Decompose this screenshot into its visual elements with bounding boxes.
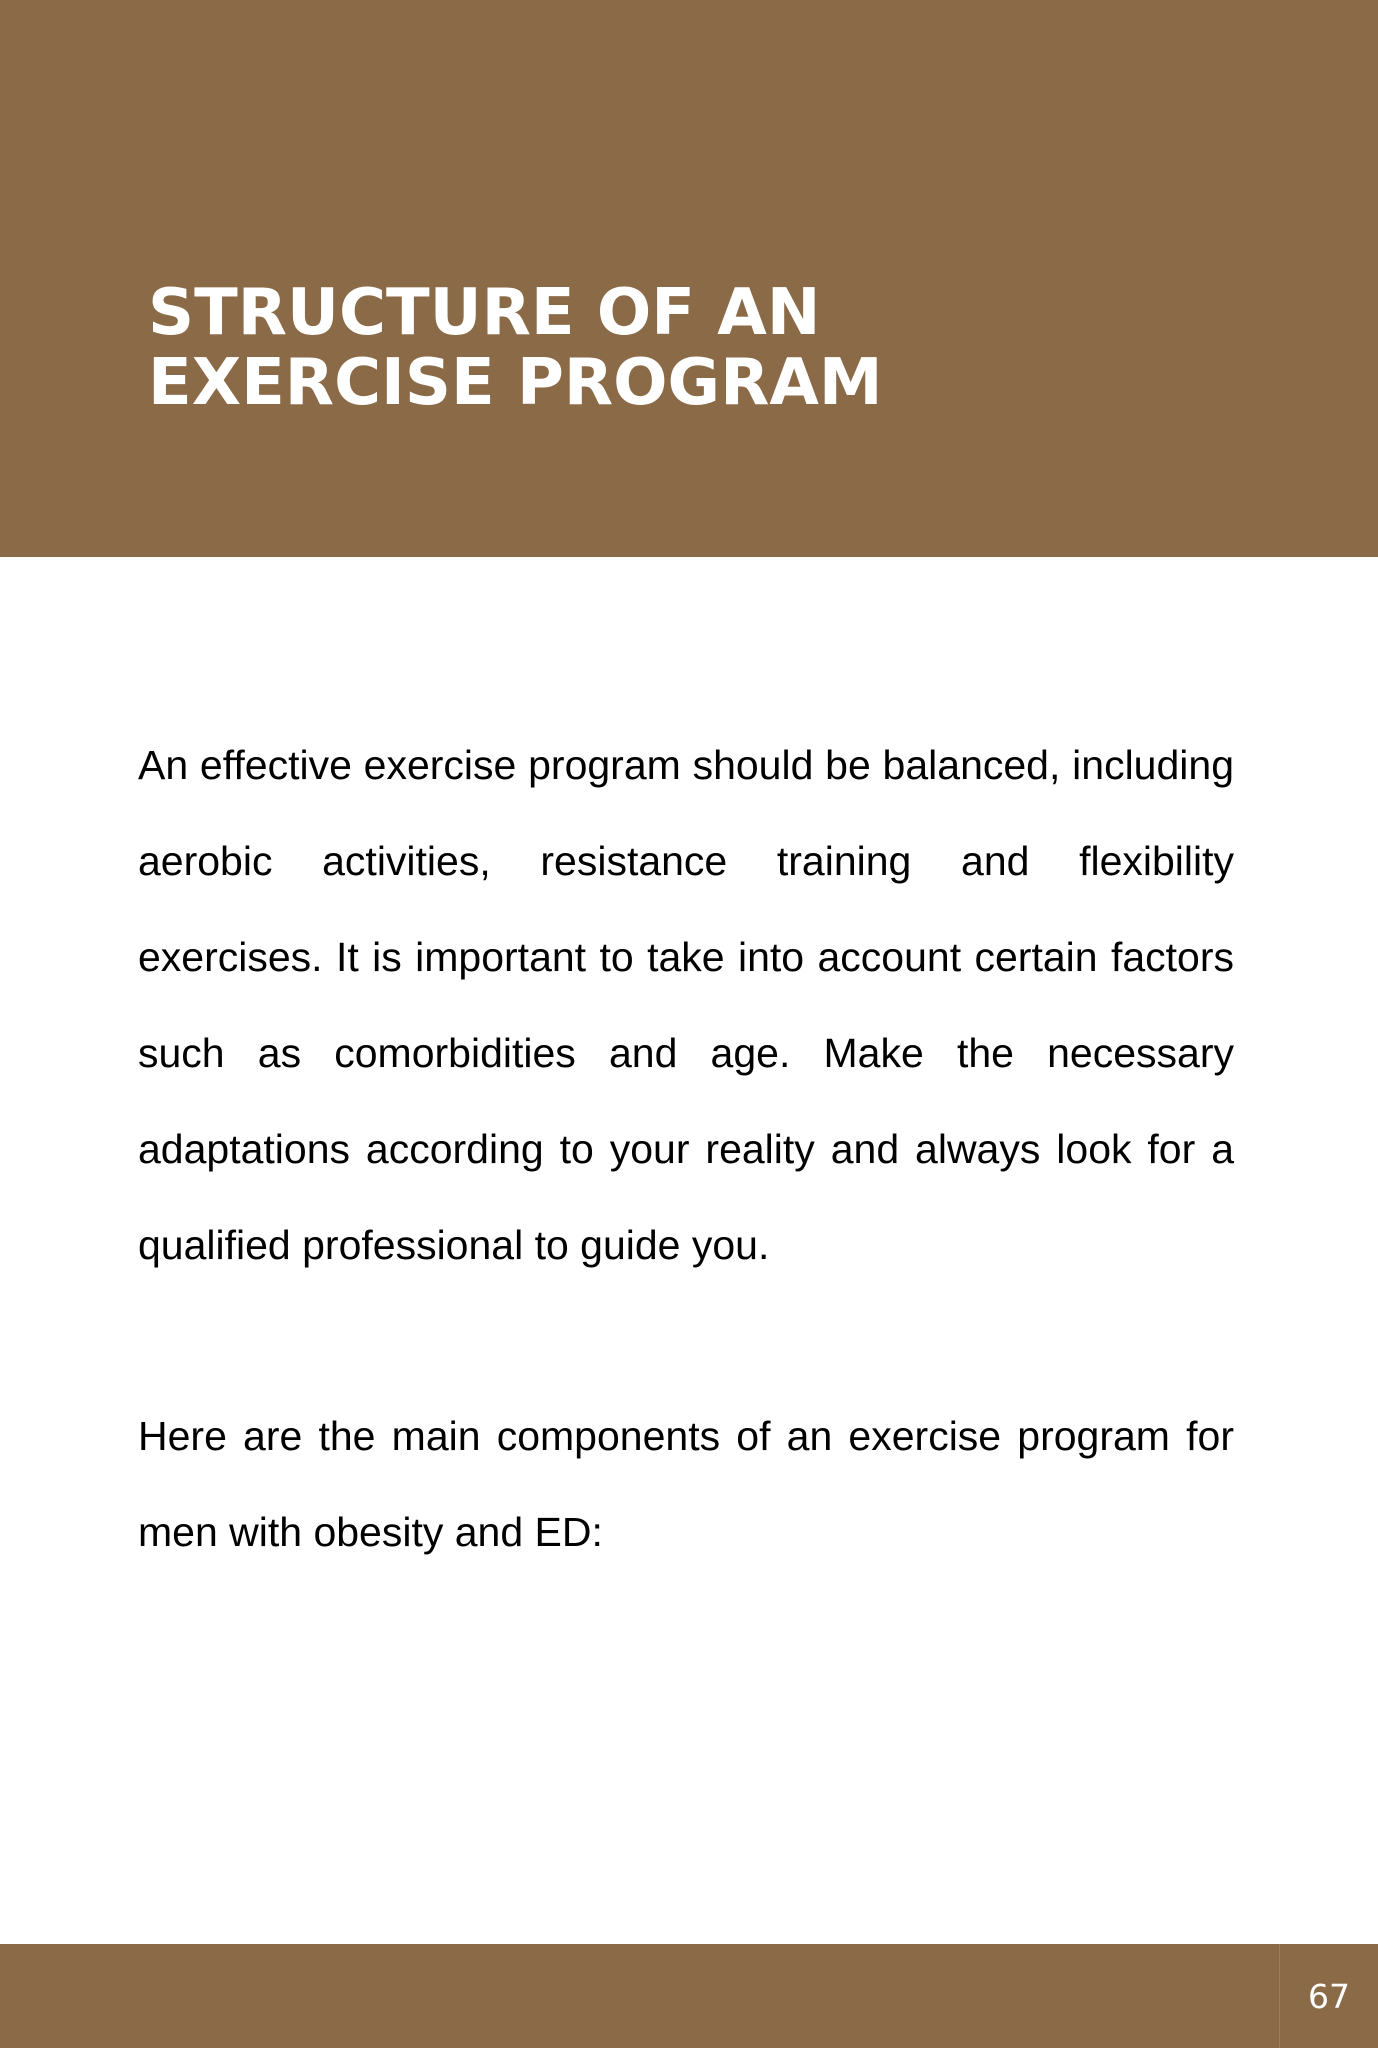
body-paragraph-1: An effective exercise program should be balanced, including aerobic activities, resistance training and flexibility exercises. It is important to take into account certain factors such as comorbidities and age. Make the necessary adaptations according to your reality and always look for a qualified professional to guide you.: [138, 742, 1234, 1268]
body-paragraph-2: Here are the main components of an exercise program for men with obesity and ED:: [138, 1413, 1234, 1555]
page-title-line-1: STRUCTURE OF AN: [148, 276, 821, 350]
page-title-line-2: EXERCISE PROGRAM: [148, 346, 883, 420]
header-band: [0, 0, 1378, 557]
footer-band: [0, 1944, 1378, 2048]
page-number: 67: [1279, 1944, 1378, 2048]
page-title: [148, 278, 1248, 418]
